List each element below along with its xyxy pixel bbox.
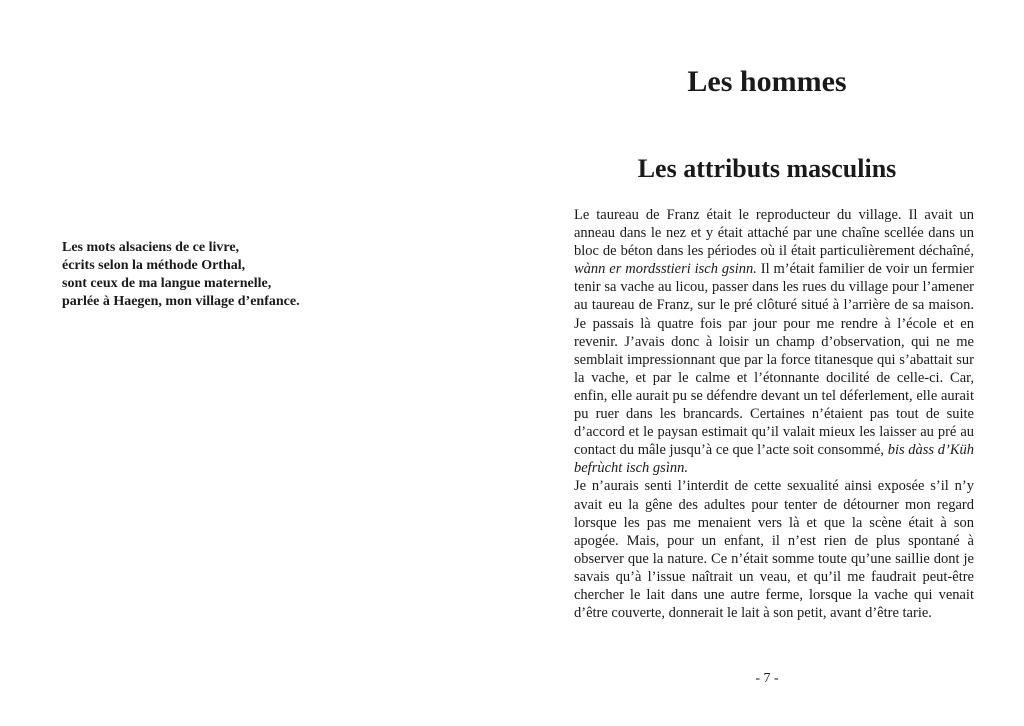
alsatian-phrase: bis dàss d’Küh befrùcht isch gsìnn. — [574, 442, 974, 477]
dedication — [62, 239, 362, 311]
paragraph — [574, 206, 974, 477]
section-title: Les attributs masculins — [637, 154, 897, 183]
paragraph-text: Il m’était familier de voir un fermier tenir sa vache au licou, passer dans les rues du village pour l’amener au taureau de Franz, sur le pré clôturé situé à l’arrière de sa maison. Je passais là quatre fois par jour pour me rendre à l’école et en revenir. J’avais donc à loisir un champ d’observation, qui ne me semblait impressionnant que par la force titanesque qui s’abattait sur la vache, et par le calme et l’étonnante docilité de celle-ci. Car, enfin, elle aurait pu se défendre devant un tel déferlement, elle aurait pu ruer dans les brancards. Certaines n’étaient pas tout de suite d’accord et le paysan estimait qu’il valait mieux les laisser au pré au contact du mâle jusqu’à ce que l’acte soit consommé, — [574, 261, 974, 459]
right-page — [512, 0, 1024, 726]
body-text — [574, 206, 974, 622]
page-number: - 7 - — [755, 671, 779, 686]
dedication-line: Les mots alsaciens de ce livre, — [62, 240, 240, 255]
alsatian-phrase: wànn er mordsstieri isch gsinn. — [574, 261, 757, 278]
paragraph-text: Le taureau de Franz était le reproducteur du village. Il avait un anneau dans le nez et y était attaché par une chaîne scellée dans un bloc de béton dans les périodes où il était particulièrement déchaîné, — [574, 207, 974, 260]
chapter-title: Les hommes — [687, 65, 847, 98]
dedication-line: sont ceux de ma langue maternelle, — [62, 276, 272, 291]
paragraph: Je n’aurais senti l’interdit de cette sexualité ainsi exposée s’il n’y avait eu la gêne des adultes pour tenter de détourner mon regard lorsque les pas me menaient vers là et que la scène était à son apogée. Mais, pour un enfant, il n’est rien de plus spontané à observer que la nature. Ce n’était somme toute qu’une saillie dont je savais qu’à l’issue naîtrait un veau, et qu’il me faudrait peut-être chercher le lait dans une autre ferme, lorsque la vache qui venait d’être couverte, donnerait le lait à son petit, avant d’être tarie. — [574, 478, 974, 622]
dedication-line: écrits selon la méthode Orthal, — [62, 258, 246, 273]
dedication-line: parlée à Haegen, mon village d’enfance. — [62, 294, 300, 309]
